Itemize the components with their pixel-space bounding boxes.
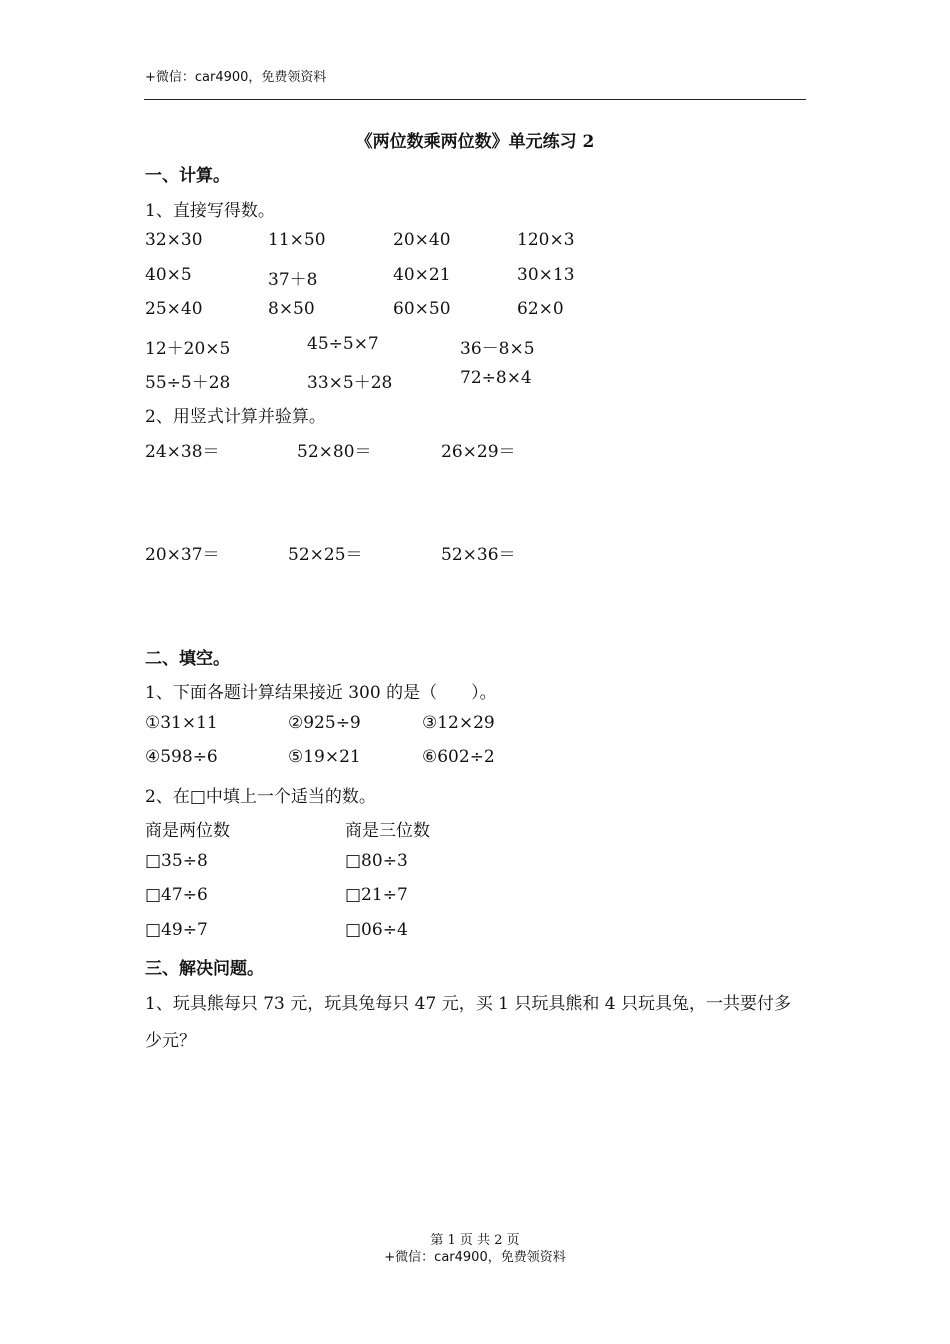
option-item: ②925÷9: [288, 713, 361, 733]
problem-1-line-1: 1、玩具熊每只 73 元，玩具兔每只 47 元，买 1 只玩具熊和 4 只玩具兔，一共要付多: [145, 994, 791, 1014]
calc-item: 37＋8: [268, 270, 318, 290]
vertical-calc-item: 24×38＝: [145, 442, 220, 462]
column-label-left: 商是两位数: [145, 821, 230, 841]
footer-note: +微信：car4900，免费领资料: [384, 1250, 566, 1265]
s2-question-1: 1、下面各题计算结果接近 300 的是（ ）。: [145, 683, 497, 703]
calc-item: 72÷8×4: [460, 368, 532, 388]
calc-item: 45÷5×7: [307, 334, 379, 354]
vertical-calc-item: 52×25＝: [288, 545, 363, 565]
page-number: 第 1 页 共 2 页: [430, 1233, 520, 1248]
calc-item: 25×40: [145, 299, 203, 319]
vertical-calc-item: 52×80＝: [297, 442, 372, 462]
calc-item: 30×13: [517, 265, 575, 285]
calc-item: 120×3: [517, 230, 575, 250]
vertical-calc-item: 20×37＝: [145, 545, 220, 565]
calc-item: 40×5: [145, 265, 192, 285]
calc-item: 8×50: [268, 299, 315, 319]
fill-box-item: □80÷3: [345, 851, 408, 871]
s1-question-1: 1、直接写得数。: [145, 201, 275, 221]
header-rule: [144, 99, 806, 100]
fill-box-item: □49÷7: [145, 920, 208, 940]
option-item: ①31×11: [145, 713, 218, 733]
calc-item: 55÷5＋28: [145, 373, 231, 393]
page-title: 《两位数乘两位数》单元练习 2: [355, 132, 595, 152]
calc-item: 11×50: [268, 230, 326, 250]
fill-box-item: □47÷6: [145, 885, 208, 905]
calc-item: 33×5＋28: [307, 373, 393, 393]
section-2-heading: 二、填空。: [145, 649, 230, 669]
s1-question-2: 2、用竖式计算并验算。: [145, 407, 326, 427]
option-item: ③12×29: [422, 713, 495, 733]
fill-box-item: □06÷4: [345, 920, 408, 940]
calc-item: 20×40: [393, 230, 451, 250]
calc-item: 32×30: [145, 230, 203, 250]
fill-box-item: □21÷7: [345, 885, 408, 905]
calc-item: 60×50: [393, 299, 451, 319]
calc-item: 62×0: [517, 299, 564, 319]
section-1-heading: 一、计算。: [145, 166, 230, 186]
problem-1-line-2: 少元？: [145, 1031, 196, 1051]
vertical-calc-item: 52×36＝: [441, 545, 516, 565]
calc-item: 40×21: [393, 265, 451, 285]
fill-box-item: □35÷8: [145, 851, 208, 871]
header-text: +微信：car4900，免费领资料: [145, 70, 327, 85]
column-label-right: 商是三位数: [345, 821, 430, 841]
section-3-heading: 三、解决问题。: [145, 959, 264, 979]
calc-item: 12＋20×5: [145, 339, 231, 359]
option-item: ⑤19×21: [288, 747, 361, 767]
calc-item: 36－8×5: [460, 339, 535, 359]
vertical-calc-item: 26×29＝: [441, 442, 516, 462]
option-item: ④598÷6: [145, 747, 218, 767]
option-item: ⑥602÷2: [422, 747, 495, 767]
s2-question-2: 2、在□中填上一个适当的数。: [145, 787, 376, 807]
